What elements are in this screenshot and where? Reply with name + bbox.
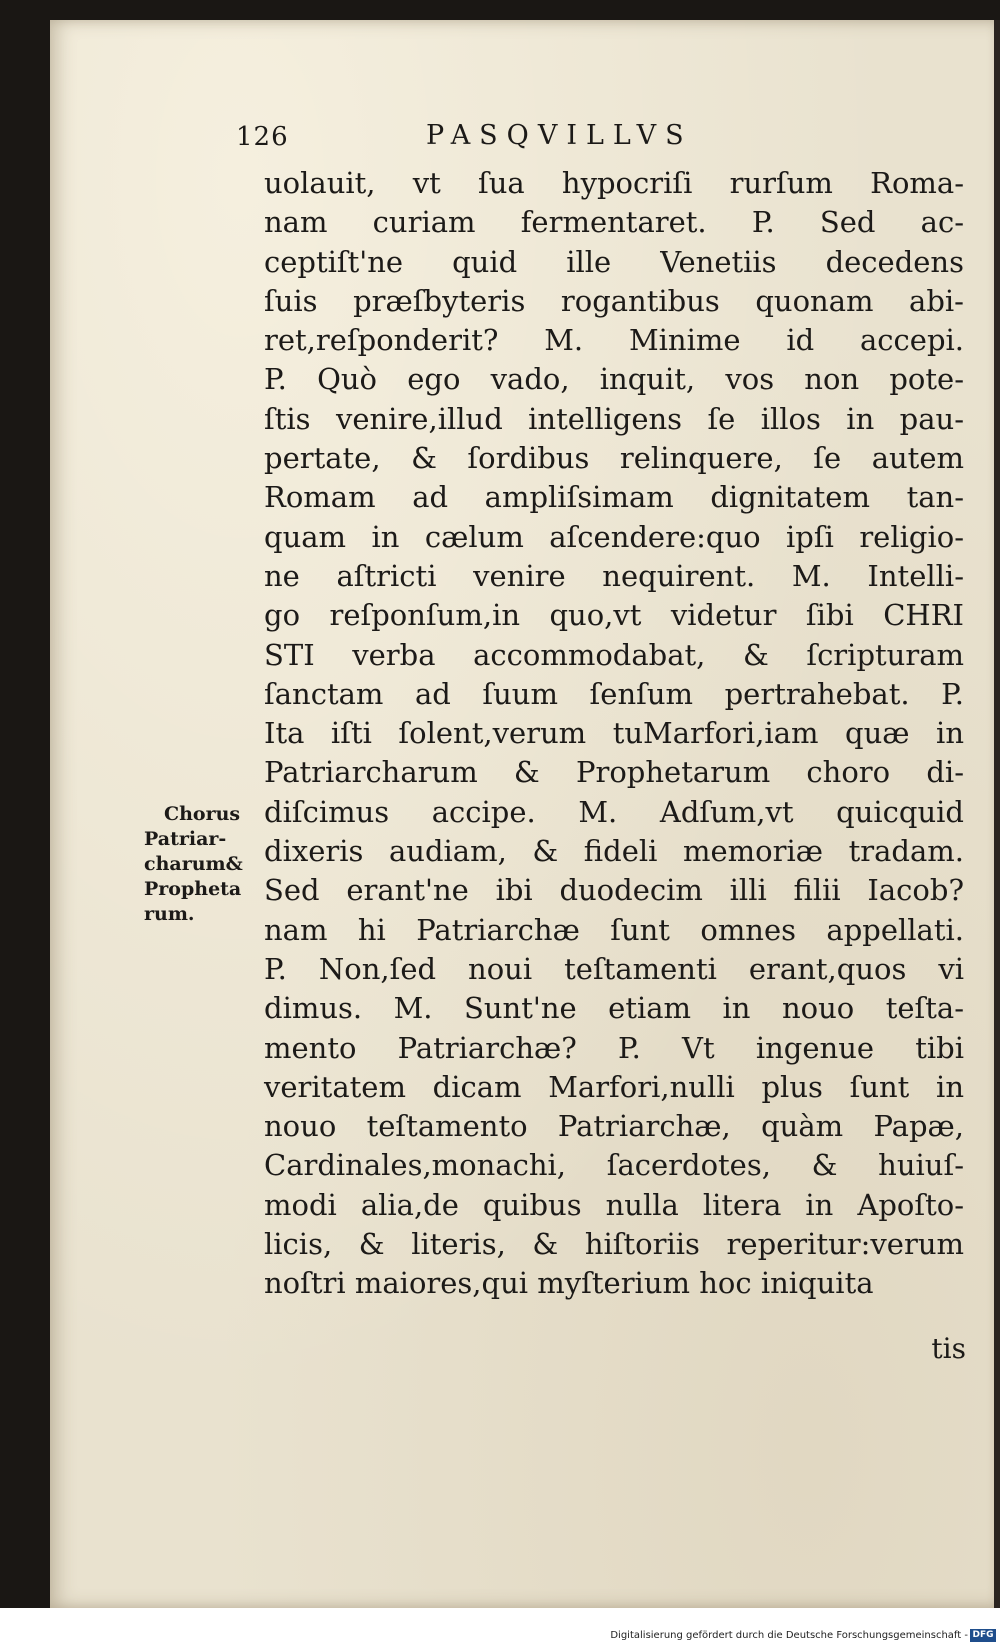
text-line: nam curiam fermentaret. P. Sed ac- xyxy=(264,205,964,240)
text-line: go reſponſum,in quo,vt videtur ſibi CHRI xyxy=(264,598,964,633)
text-line: nam hi Patriarchæ ſunt omnes appellati. xyxy=(264,912,964,947)
marginal-note-line: Propheta xyxy=(144,878,242,900)
text-line: ceptiſt'ne quid ille Venetiis decedens xyxy=(264,244,964,279)
text-line: diſcimus accipe. M. Adſum,vt quicquid xyxy=(264,794,964,829)
text-line: STI verba accommodabat, & ſcripturam xyxy=(264,637,964,672)
text-line: modi alia,de quibus nulla litera in Apoſto- xyxy=(264,1187,964,1222)
text-line: Patriarcharum & Prophetarum choro di- xyxy=(264,755,964,790)
text-line: mento Patriarchæ? P. Vt ingenue tibi xyxy=(264,1030,964,1065)
text-line: pertate, & ſordibus relinquere, ſe autem xyxy=(264,441,964,476)
text-line: ret,reſponderit? M. Minime id accepi. xyxy=(264,323,964,358)
text-line: Cardinales,monachi, ſacerdotes, & huiuſ- xyxy=(264,1148,964,1183)
text-line: dixeris audiam, & fideli memoriæ tradam. xyxy=(264,834,964,869)
marginal-note-line: charum& xyxy=(144,853,243,875)
text-line: uolauit, vt ſua hypocriſi rurſum Roma- xyxy=(264,166,964,200)
text-line: P. Non,ſed noui teſtamenti erant,quos vi xyxy=(264,951,964,986)
text-line: ſanctam ad ſuum ſenſum pertrahebat. P. xyxy=(264,676,964,711)
text-line: ne aſtricti venire nequirent. M. Intelli- xyxy=(264,558,964,593)
marginal-note-line: Patriar- xyxy=(144,828,227,850)
funding-credit: Digitalisierung gefördert durch die Deutsche Forschungsgemeinschaft - xyxy=(610,1630,968,1641)
book-page xyxy=(50,20,1000,1608)
text-line: nouo teſtamento Patriarchæ, quàm Papæ, xyxy=(264,1109,964,1144)
text-line: Ita iſti ſolent,verum tuMarfori,iam quæ in xyxy=(264,716,964,751)
page-number: 126 xyxy=(236,122,289,152)
text-line: Romam ad ampliſsimam dignitatem tan- xyxy=(264,480,964,515)
dfg-logo: DFG xyxy=(970,1629,996,1642)
digitization-footer xyxy=(0,1608,1000,1648)
marginal-note xyxy=(144,802,264,927)
text-line: quam in cælum aſcendere:quo ipſi religio- xyxy=(264,519,964,554)
text-line: veritatem dicam Marfori,nulli plus ſunt in xyxy=(264,1069,964,1104)
marginal-note-line: Chorus xyxy=(164,803,241,825)
text-line: noſtri maiores,qui myſterium hoc iniquita xyxy=(264,1266,874,1301)
body-text xyxy=(264,164,964,1304)
text-line: ſtis venire,illud intelligens ſe illos in pau- xyxy=(264,401,964,436)
text-line: P. Quò ego vado, inquit, vos non pote- xyxy=(264,362,964,397)
text-line: Sed erant'ne ibi duodecim illi filii Iacob? xyxy=(264,873,964,908)
marginal-note-line: rum. xyxy=(144,903,195,925)
text-line: ſuis præſbyteris rogantibus quonam abi- xyxy=(264,283,964,318)
page-edge-shadow xyxy=(994,20,1000,1608)
page-header xyxy=(236,120,876,156)
text-line: dimus. M. Sunt'ne etiam in nouo teſta- xyxy=(264,991,964,1026)
catchword: tis xyxy=(931,1332,966,1365)
running-head: PASQVILLVS xyxy=(426,120,693,151)
text-line: licis, & literis, & hiſtoriis reperitur:verum xyxy=(264,1227,964,1262)
